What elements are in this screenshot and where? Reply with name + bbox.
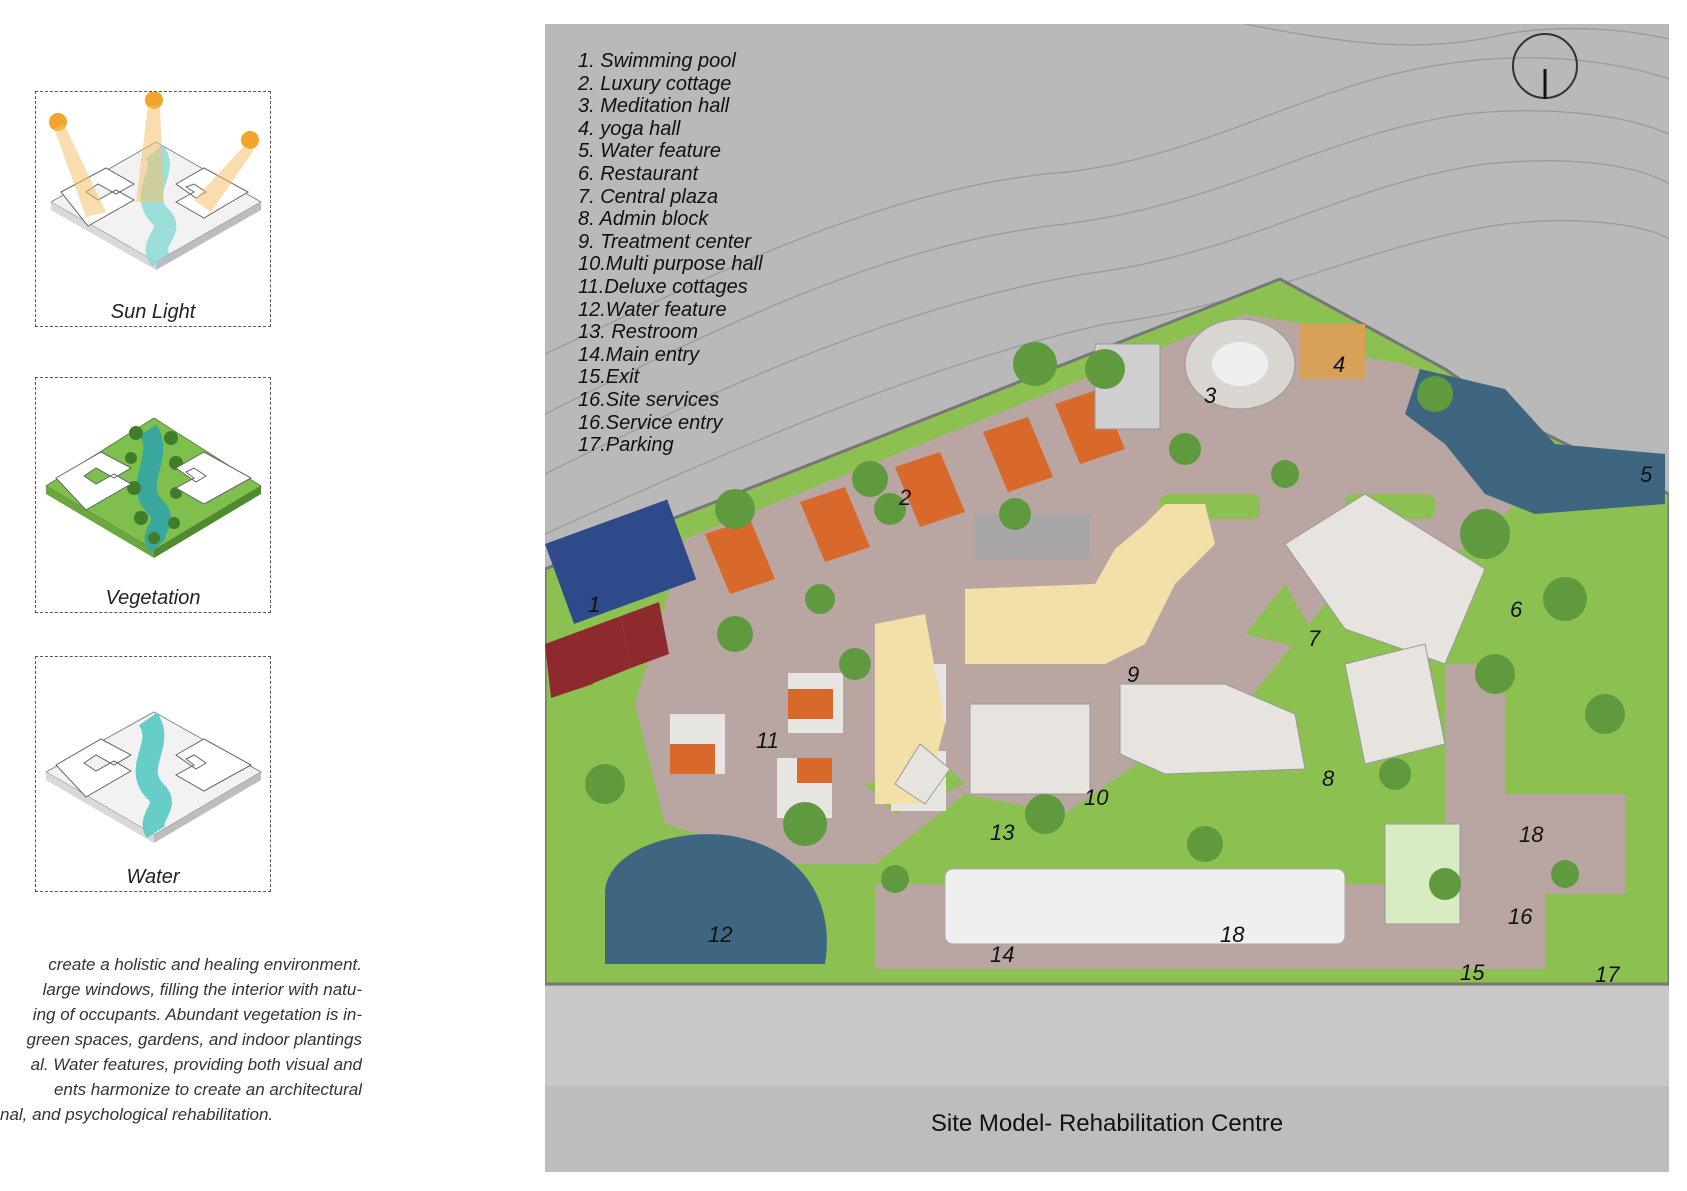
site-label-6: 6 xyxy=(1510,597,1523,622)
concept-sunlight xyxy=(35,91,271,327)
legend-item: 16.Site services xyxy=(578,388,720,411)
legend-item: 1. Swimming pool xyxy=(578,50,736,72)
legend-item: 15.Exit xyxy=(578,366,640,389)
site-label-5: 5 xyxy=(1640,462,1653,487)
legend-item: 10.Multi purpose hall xyxy=(578,253,763,276)
legend-item: 11.Deluxe cottages xyxy=(578,275,748,298)
legend-item: 7. Central plaza xyxy=(578,185,719,208)
site-label-17: 17 xyxy=(1595,962,1620,987)
water-diagram xyxy=(36,657,272,893)
description-line: green spaces, gardens, and indoor plantings xyxy=(26,1030,362,1049)
multi-purpose-hall xyxy=(970,704,1090,794)
legend-item: 8. Admin block xyxy=(578,208,709,231)
site-label-13: 13 xyxy=(990,820,1015,845)
site-label-2: 2 xyxy=(899,485,912,510)
description-line: ents harmonize to create an architectural xyxy=(53,1080,362,1099)
site-label-18-north: 18 xyxy=(1519,822,1544,847)
site-label-3: 3 xyxy=(1204,383,1217,408)
site-label-12: 12 xyxy=(708,922,733,947)
concept-label: Water xyxy=(126,866,180,888)
description-line: create a holistic and healing environment. xyxy=(48,955,362,974)
legend-item: 12.Water feature xyxy=(578,298,727,321)
legend-item: 14.Main entry xyxy=(578,343,700,366)
parking-structure xyxy=(945,869,1345,944)
site-label-16: 16 xyxy=(1508,904,1533,929)
concept-label: Sun Light xyxy=(110,301,196,323)
site-caption: Site Model- Rehabilitation Centre xyxy=(930,1110,1284,1137)
legend-item: 13. Restroom xyxy=(578,321,699,344)
description-line: nal, and psychological rehabilitation. xyxy=(0,1105,274,1124)
legend-item: 4. yoga hall xyxy=(578,117,681,140)
legend-item: 2. Luxury cottage xyxy=(578,72,732,95)
site-label-1: 1 xyxy=(588,592,601,617)
legend-item: 17.Parking xyxy=(578,434,674,457)
description-line: large windows, filling the interior with natu- xyxy=(42,980,362,999)
legend-item: 16.Service entry xyxy=(578,411,723,434)
description-line: al. Water features, providing both visual and xyxy=(30,1055,362,1074)
concept-water xyxy=(35,656,271,892)
sunlight-diagram xyxy=(36,92,272,328)
concept-vegetation xyxy=(35,377,271,613)
site-label-14: 14 xyxy=(990,942,1015,967)
legend-item: 3. Meditation hall xyxy=(578,95,730,118)
legend-item: 9. Treatment center xyxy=(578,230,752,253)
site-label-18-parking: 18 xyxy=(1220,922,1245,947)
vegetation-diagram xyxy=(36,378,272,614)
site-label-11: 11 xyxy=(756,728,779,753)
site-label-7: 7 xyxy=(1308,626,1321,651)
site-label-8: 8 xyxy=(1322,766,1335,791)
legend-item: 6. Restaurant xyxy=(578,162,699,185)
description-line: ing of occupants. Abundant vegetation is in- xyxy=(32,1005,362,1024)
site-label-15: 15 xyxy=(1460,960,1485,985)
description-paragraph xyxy=(0,952,362,1142)
legend-item: 5. Water feature xyxy=(578,140,722,163)
site-label-10: 10 xyxy=(1084,785,1109,810)
site-legend xyxy=(578,50,763,457)
site-label-4: 4 xyxy=(1333,352,1346,377)
site-label-9: 9 xyxy=(1127,662,1140,687)
concept-label: Vegetation xyxy=(105,587,201,609)
